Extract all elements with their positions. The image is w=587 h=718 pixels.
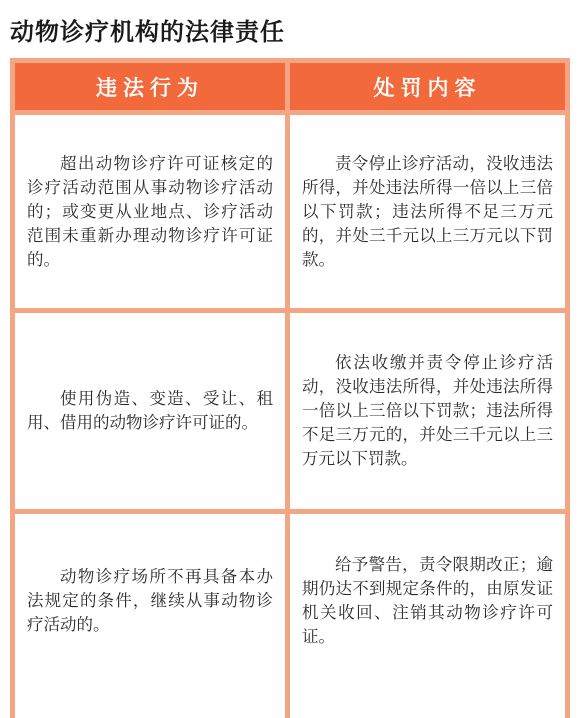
table-cell-penalty <box>290 115 565 308</box>
penalty-text: 责令停止诊疗活动，没收违法所得，并处违法所得一倍以上三倍以下罚款；违法所得不足三万元的，并处三千元以上三万元以下罚款。 <box>302 153 553 269</box>
penalty-text: 依法收缴并责令停止诊疗活动，没收违法所得，并处违法所得一倍以上三倍以下罚款；违法所得不足三万元的，并处三千元以上三万元以下罚款。 <box>302 353 553 468</box>
legal-liability-table <box>10 58 570 718</box>
page-title: 动物诊疗机构的法律责任 <box>10 18 285 46</box>
header-penalty: 处罚内容 <box>290 63 565 110</box>
penalty-text: 给予警告，责令限期改正；逾期仍达不到规定条件的，由原发证机关收回、注销其动物诊疗许可证。 <box>302 555 553 646</box>
table-cell-penalty <box>290 514 565 718</box>
header-violation: 违法行为 <box>15 63 285 110</box>
violation-text: 动物诊疗场所不再具备本办法规定的条件，继续从事动物诊疗活动的。 <box>27 567 273 634</box>
table-cell-violation <box>15 313 285 509</box>
table-cell-penalty <box>290 313 565 509</box>
violation-text: 超出动物诊疗许可证核定的诊疗活动范围从事动物诊疗活动的；或变更从业地点、诊疗活动范围未重新办理动物诊疗许可证的。 <box>27 153 273 269</box>
table-cell-violation <box>15 115 285 308</box>
table-cell-violation <box>15 514 285 718</box>
violation-text: 使用伪造、变造、受让、租用、借用的动物诊疗许可证的。 <box>27 389 273 432</box>
